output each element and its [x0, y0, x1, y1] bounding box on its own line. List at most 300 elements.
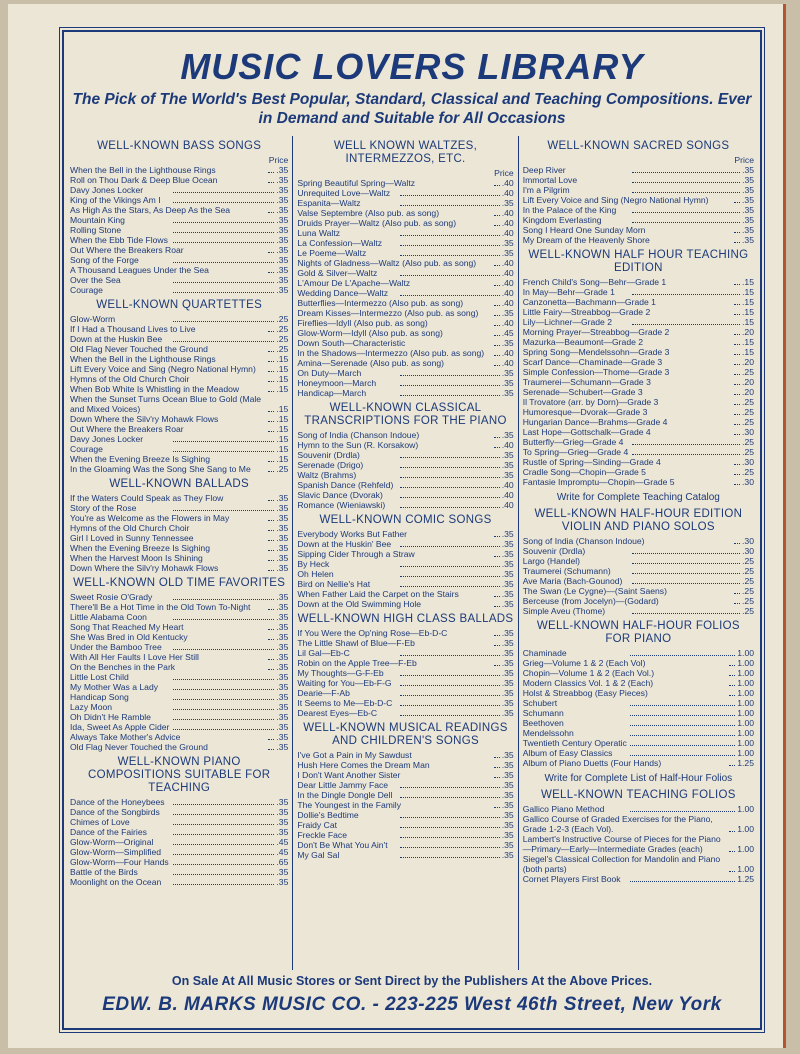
- item-title: Song of India (Chanson Indoue): [522, 536, 645, 546]
- item-price: .40: [501, 480, 514, 490]
- item-price: .35: [501, 820, 514, 830]
- item-title: Album of Piano Duetts (Four Hands): [522, 758, 662, 768]
- leader-dots: [494, 185, 500, 186]
- item-price: .35: [742, 175, 755, 185]
- leader-dots: [268, 411, 274, 412]
- catalog-item: [523, 854, 754, 874]
- catalog-item: [70, 847, 288, 857]
- leader-dots: [400, 487, 500, 488]
- item-title: When Bob White Is Whistling in the Meadow: [70, 384, 240, 394]
- catalog-item: [70, 493, 288, 503]
- item-title: Berceuse (from Jocelyn)—(Godard): [522, 596, 659, 606]
- leader-dots: [400, 295, 500, 296]
- item-price: .35: [501, 790, 514, 800]
- item-title: Ida, Sweet As Apple Cider: [70, 722, 170, 732]
- leader-dots: [173, 824, 274, 825]
- item-price: .40: [501, 178, 514, 188]
- catalog-item: [523, 748, 754, 758]
- catalog-item: [70, 245, 288, 255]
- catalog-item: [523, 566, 754, 576]
- catalog-item: [523, 606, 754, 616]
- item-price: .35: [501, 840, 514, 850]
- item-title: Schumann: [522, 708, 564, 718]
- catalog-item: [70, 374, 288, 384]
- item-title: When the Bell in the Lighthouse Rings: [70, 165, 216, 175]
- catalog-item: [523, 804, 754, 814]
- item-title: My Dream of the Heavenly Shore: [522, 235, 650, 245]
- leader-dots: [400, 787, 500, 788]
- item-price: .15: [276, 414, 289, 424]
- catalog-item: [523, 427, 754, 437]
- leader-dots: [734, 593, 740, 594]
- leader-dots: [173, 689, 274, 690]
- catalog-item: [297, 780, 513, 790]
- item-title: My Thoughts—G-F-Eb: [297, 668, 384, 678]
- column-middle: [293, 136, 518, 970]
- item-title: Deep River: [522, 165, 566, 175]
- leader-dots: [400, 395, 500, 396]
- item-title: Hush Here Comes the Dream Man: [297, 760, 430, 770]
- item-price: .40: [501, 288, 514, 298]
- item-title: Mazurka—Beaumont—Grade 2: [522, 337, 644, 347]
- catalog-item: [70, 444, 288, 454]
- catalog-item: [297, 188, 513, 198]
- item-price: .35: [276, 285, 289, 295]
- catalog-item: [70, 265, 288, 275]
- item-price: .40: [501, 228, 514, 238]
- item-price: .35: [501, 238, 514, 248]
- catalog-section: [297, 140, 513, 398]
- item-title: On Duty—March: [297, 368, 362, 378]
- item-title: Out Where the Breakers Roar: [70, 245, 184, 255]
- item-price: .35: [276, 195, 289, 205]
- section-title: WELL-KNOWN BASS SONGS: [97, 140, 262, 152]
- catalog-item: [523, 225, 754, 235]
- leader-dots: [632, 324, 740, 325]
- item-price: .25: [742, 576, 755, 586]
- item-price: 1.00: [737, 844, 754, 854]
- leader-dots: [734, 364, 740, 365]
- leader-dots: [268, 570, 274, 571]
- leader-dots: [400, 566, 500, 567]
- catalog-item: [70, 513, 288, 523]
- item-title: Souvenir (Drdla): [297, 450, 360, 460]
- item-price: .30: [742, 536, 754, 546]
- leader-dots: [400, 497, 500, 498]
- item-price: .35: [501, 450, 514, 460]
- catalog-item: [523, 397, 754, 407]
- item-price: .35: [501, 368, 514, 378]
- item-price: 1.00: [737, 738, 755, 748]
- leader-dots: [734, 484, 740, 485]
- item-price: .35: [276, 563, 289, 573]
- item-price: 1.00: [737, 824, 754, 834]
- catalog-item: [70, 175, 288, 185]
- item-title: I Don't Want Another Sister: [297, 770, 401, 780]
- item-price: .35: [501, 460, 514, 470]
- leader-dots: [494, 777, 500, 778]
- item-price: .35: [276, 867, 289, 877]
- item-price: .15: [276, 424, 289, 434]
- item-title: Bird on Nellie's Hat: [297, 579, 371, 589]
- catalog-item: [70, 354, 288, 364]
- item-price: .35: [501, 638, 514, 648]
- catalog-item: [523, 457, 754, 467]
- catalog-item: [297, 569, 513, 579]
- leader-dots: [400, 837, 500, 838]
- catalog-item: [297, 358, 513, 368]
- catalog-item: [523, 447, 754, 457]
- catalog-item: [70, 165, 288, 175]
- item-price: .25: [742, 596, 754, 606]
- leader-dots: [268, 669, 274, 670]
- leader-dots: [268, 659, 274, 660]
- item-price: .35: [276, 523, 289, 533]
- catalog-item: [70, 414, 288, 424]
- catalog-section: [523, 140, 754, 245]
- catalog-item: [70, 592, 288, 602]
- item-price: .35: [276, 602, 289, 612]
- column-left: [66, 136, 293, 970]
- catalog-item: [70, 742, 288, 752]
- catalog-item: [297, 648, 513, 658]
- catalog-item: [297, 529, 513, 539]
- catalog-item: [70, 652, 288, 662]
- item-price: .35: [276, 225, 289, 235]
- item-title: When the Bell in the Lighthouse Rings: [70, 354, 216, 364]
- catalog-item: [523, 347, 754, 357]
- catalog-item: [70, 877, 288, 887]
- catalog-item: [523, 205, 754, 215]
- catalog-item: [523, 467, 754, 477]
- item-price: .35: [501, 559, 514, 569]
- item-price: .35: [501, 378, 514, 388]
- catalog-item: [70, 195, 288, 205]
- item-price: .35: [501, 708, 514, 718]
- leader-dots: [173, 262, 274, 263]
- item-price: .35: [276, 553, 289, 563]
- item-price: .35: [276, 612, 289, 622]
- leader-dots: [494, 305, 500, 306]
- catalog-item: [523, 728, 754, 738]
- leader-dots: [173, 292, 274, 293]
- leader-dots: [734, 603, 740, 604]
- catalog-item: [297, 800, 513, 810]
- leader-dots: [494, 335, 500, 336]
- catalog-page: [8, 4, 786, 1048]
- item-title: Serenade (Drigo): [297, 460, 364, 470]
- item-price: .35: [501, 388, 514, 398]
- item-title: With All Her Faults I Love Her Still: [70, 652, 199, 662]
- item-title: Gold & Silver—Waltz: [297, 268, 378, 278]
- catalog-item: [70, 612, 288, 622]
- leader-dots: [734, 334, 740, 335]
- item-price: .40: [501, 500, 514, 510]
- catalog-section: [297, 722, 513, 860]
- leader-dots: [268, 431, 274, 432]
- item-title: Slavic Dance (Dvorak): [297, 490, 383, 500]
- price-column-header: Price: [494, 168, 514, 178]
- item-title: Song of the Forge: [70, 255, 139, 265]
- catalog-item: [70, 205, 288, 215]
- leader-dots: [734, 284, 740, 285]
- catalog-item: [523, 185, 754, 195]
- catalog-item: [70, 464, 288, 474]
- catalog-item: [297, 328, 513, 338]
- item-price: .20: [742, 387, 754, 397]
- item-title: Gallico Course of Graded Exercises for the Piano, Grade 1-2-3 (Each Vol).: [522, 814, 713, 834]
- item-title: Lambert's Instructive Course of Pieces for the Piano—Primary—Early—Intermediate Grades (each): [522, 834, 721, 854]
- leader-dots: [173, 451, 274, 452]
- item-price: .15: [276, 374, 289, 384]
- leader-dots: [494, 325, 500, 326]
- section-title: WELL-KNOWN OLD TIME FAVORITES: [73, 577, 286, 589]
- item-price: .35: [501, 668, 514, 678]
- item-title: Down at the Huskin' Bee: [297, 539, 392, 549]
- item-price: .35: [742, 225, 754, 235]
- item-price: .25: [742, 437, 755, 447]
- leader-dots: [734, 394, 740, 395]
- item-price: .25: [742, 556, 755, 566]
- item-title: Wedding Dance—Waltz: [297, 288, 389, 298]
- item-price: .35: [276, 622, 289, 632]
- leader-dots: [494, 265, 500, 266]
- page-subtitle: The Pick of The World's Best Popular, Standard, Classical and Teaching Compositions. Ever in Demand and Suitable for All Occasions: [72, 91, 752, 127]
- item-title: Oh Helen: [297, 569, 334, 579]
- item-title: Morning Prayer—Streabbog—Grade 2: [522, 327, 670, 337]
- item-price: .45: [501, 328, 514, 338]
- item-title: Traumerei (Schumann): [522, 566, 611, 576]
- catalog-section: [70, 299, 288, 474]
- item-price: 1.25: [737, 874, 755, 884]
- catalog-item: [523, 407, 754, 417]
- item-title: Gallico Piano Method: [522, 804, 605, 814]
- item-title: Moonlight on the Ocean: [70, 877, 162, 887]
- item-title: Under the Bamboo Tree: [70, 642, 162, 652]
- item-title: Spanish Dance (Rehfeld): [297, 480, 394, 490]
- catalog-item: [70, 817, 288, 827]
- item-title: Down Where the Silv'ry Mohawk Flows: [70, 563, 219, 573]
- catalog-item: [523, 477, 754, 487]
- catalog-item: [297, 450, 513, 460]
- item-price: 1.00: [737, 718, 755, 728]
- item-price: .35: [501, 628, 514, 638]
- item-title: Valse Septembre (Also pub. as song): [297, 208, 440, 218]
- catalog-item: [523, 536, 754, 546]
- catalog-item: [70, 434, 288, 444]
- catalog-item: [523, 417, 754, 427]
- item-title: She Was Bred in Old Kentucky: [70, 632, 188, 642]
- leader-dots: [734, 424, 740, 425]
- catalog-item: [297, 589, 513, 599]
- catalog-item: [297, 850, 513, 860]
- leader-dots: [173, 202, 274, 203]
- catalog-item: [523, 307, 754, 317]
- leader-dots: [632, 222, 740, 223]
- item-price: .45: [276, 837, 289, 847]
- catalog-item: [297, 658, 513, 668]
- leader-dots: [630, 715, 735, 716]
- item-price: .35: [276, 265, 289, 275]
- catalog-section: [70, 140, 288, 295]
- item-price: .40: [501, 298, 514, 308]
- leader-dots: [729, 695, 735, 696]
- item-title: Waiting for You—Eb-F-G: [297, 678, 392, 688]
- catalog-item: [70, 797, 288, 807]
- item-title: Dollie's Bedtime: [297, 810, 359, 820]
- catalog-item: [297, 549, 513, 559]
- page-title: MUSIC LOVERS LIBRARY: [180, 46, 644, 87]
- leader-dots: [400, 655, 500, 656]
- item-price: .35: [501, 678, 514, 688]
- leader-dots: [400, 235, 500, 236]
- item-title: Dance of the Fairies: [70, 827, 147, 837]
- item-title: La Confession—Waltz: [297, 238, 383, 248]
- section-title: WELL-KNOWN TEACHING FOLIOS: [540, 789, 736, 801]
- item-price: .35: [501, 770, 514, 780]
- leader-dots: [400, 847, 500, 848]
- leader-dots: [268, 391, 274, 392]
- catalog-item: [70, 563, 288, 573]
- item-title: Battle of the Birds: [70, 867, 138, 877]
- leader-dots: [400, 546, 500, 547]
- catalog-item: [523, 387, 754, 397]
- item-title: Cradle Song—Chopin—Grade 5: [522, 467, 646, 477]
- item-title: Simple Aveu (Thome): [522, 606, 606, 616]
- item-price: .30: [742, 546, 755, 556]
- catalog-item: [523, 277, 754, 287]
- item-title: Song I Heard One Sunday Morn: [522, 225, 646, 235]
- item-title: Honeymoon—March: [297, 378, 377, 388]
- catalog-item: [297, 338, 513, 348]
- catalog-item: [297, 318, 513, 328]
- catalog-item: [70, 857, 288, 867]
- section-title: WELL-KNOWN HIGH CLASS BALLADS: [297, 613, 514, 625]
- catalog-item: [70, 235, 288, 245]
- item-title: Lil Gal—Eb-C: [297, 648, 350, 658]
- leader-dots: [173, 441, 274, 442]
- catalog-section: [523, 508, 754, 616]
- item-title: Modern Classics Vol. 1 & 2 (Each): [522, 678, 654, 688]
- leader-dots: [400, 797, 500, 798]
- catalog-item: [297, 208, 513, 218]
- catalog-item: [70, 837, 288, 847]
- leader-dots: [173, 804, 274, 805]
- item-title: Hymn to the Sun (R. Korsakow): [297, 440, 419, 450]
- item-title: In the Dingle Dongle Dell: [297, 790, 393, 800]
- leader-dots: [734, 384, 740, 385]
- catalog-item: [297, 750, 513, 760]
- item-price: .35: [501, 338, 514, 348]
- catalog-item: [70, 692, 288, 702]
- item-title: Fraidy Cat: [297, 820, 337, 830]
- catalog-item: [70, 807, 288, 817]
- leader-dots: [400, 857, 500, 858]
- item-title: Song of India (Chanson Indoue): [297, 430, 420, 440]
- leader-dots: [494, 447, 500, 448]
- item-price: .35: [276, 797, 289, 807]
- item-title: The Swan (Le Cygne)—(Saint Saens): [522, 586, 667, 596]
- item-title: Hungarian Dance—Brahms—Grade 4: [522, 417, 668, 427]
- item-title: Lily—Lichner—Grade 2: [522, 317, 613, 327]
- item-title: Il Trovatore (arr. by Dorn)—Grade 3: [522, 397, 659, 407]
- catalog-item: [523, 708, 754, 718]
- catalog-item: [523, 437, 754, 447]
- catalog-note: Write for Complete List of Half-Hour Folios: [544, 773, 733, 784]
- catalog-item: [297, 599, 513, 609]
- item-price: .35: [742, 235, 754, 245]
- item-title: Dearest Eyes—Eb-C: [297, 708, 378, 718]
- item-title: King of the Vikings Am I: [70, 195, 161, 205]
- item-price: .15: [276, 434, 289, 444]
- catalog-item: [523, 834, 754, 854]
- catalog-item: [297, 770, 513, 780]
- item-price: .35: [276, 662, 289, 672]
- item-price: .25: [742, 367, 754, 377]
- section-title: WELL-KNOWN BALLADS: [109, 478, 249, 490]
- item-price: .35: [742, 215, 755, 225]
- item-price: .35: [276, 175, 289, 185]
- leader-dots: [268, 212, 274, 213]
- leader-dots: [632, 454, 740, 455]
- leader-dots: [400, 817, 500, 818]
- leader-dots: [632, 613, 740, 614]
- item-title: If You Were the Op'ning Rose—Eb-D-C: [297, 628, 448, 638]
- catalog-section: [70, 756, 288, 887]
- item-title: Rustle of Spring—Sinding—Grade 4: [522, 457, 661, 467]
- catalog-section: [297, 613, 513, 718]
- item-price: .35: [276, 642, 289, 652]
- leader-dots: [630, 705, 735, 706]
- item-title: When the Ebb Tide Flows: [70, 235, 168, 245]
- catalog-item: [523, 668, 754, 678]
- catalog-item: [523, 195, 754, 205]
- catalog-item: [297, 278, 513, 288]
- leader-dots: [494, 345, 500, 346]
- item-title: Amina—Serenade (Also pub. as song): [297, 358, 444, 368]
- item-title: Over the Sea: [70, 275, 121, 285]
- item-title: The Little Shawl of Blue—F-Eb: [297, 638, 415, 648]
- leader-dots: [268, 371, 274, 372]
- item-title: As High As the Stars, As Deep As the Sea: [70, 205, 231, 215]
- item-price: .25: [276, 314, 289, 324]
- item-title: Waltz (Brahms): [297, 470, 357, 480]
- item-price: .35: [501, 648, 514, 658]
- item-price: .35: [501, 248, 514, 258]
- leader-dots: [734, 464, 740, 465]
- catalog-item: [297, 559, 513, 569]
- item-price: .15: [276, 364, 289, 374]
- item-price: .35: [276, 185, 289, 195]
- item-price: .35: [501, 579, 514, 589]
- leader-dots: [632, 172, 740, 173]
- leader-dots: [268, 609, 274, 610]
- item-price: .35: [501, 599, 514, 609]
- item-title: Mendelssohn: [522, 728, 574, 738]
- leader-dots: [173, 864, 274, 865]
- leader-dots: [173, 649, 274, 650]
- leader-dots: [734, 434, 740, 435]
- item-title: Twentieth Century Operatic: [522, 738, 627, 748]
- item-price: .35: [276, 245, 289, 255]
- leader-dots: [734, 344, 740, 345]
- leader-dots: [632, 444, 740, 445]
- item-price: .35: [276, 533, 289, 543]
- item-title: Song That Reached My Heart: [70, 622, 184, 632]
- item-title: In the Palace of the King: [522, 205, 617, 215]
- item-title: Lift Every Voice and Sing (Negro National Hymn): [522, 195, 709, 205]
- catalog-item: [297, 628, 513, 638]
